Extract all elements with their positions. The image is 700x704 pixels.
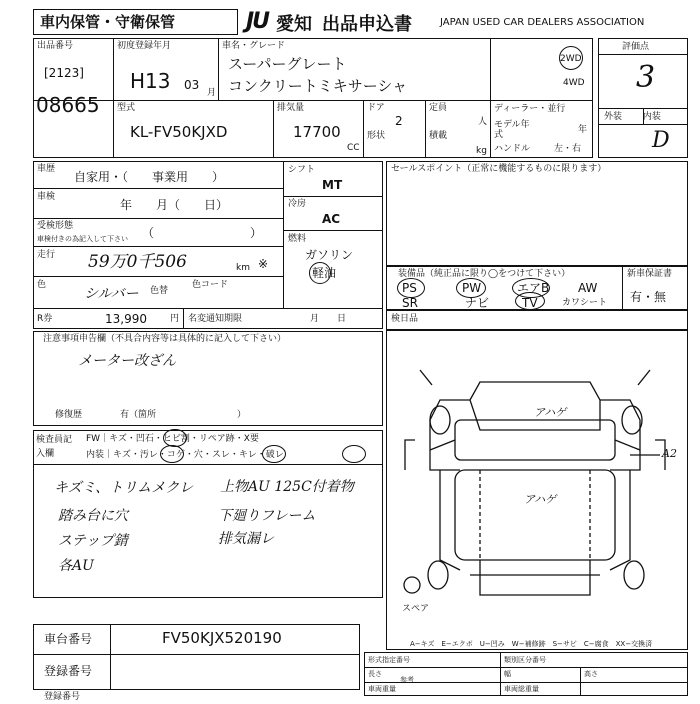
load-unit: kg [476,146,487,156]
chassis-value: FV50KJX520190 [162,629,282,647]
inspector-note-7: 各AU [58,558,94,574]
fuel-value-diesel: 軽油 [312,266,337,280]
vehicle-weight-label: 車両重量 [368,685,396,693]
diagram-label-top: アハゲ [534,406,567,419]
vehicle-name-line2: コンクリートミキサーシャ [228,77,408,95]
registration-label: 登録番号 [44,664,93,678]
reference-label: 参考 [400,676,414,684]
displacement-label: 排気量 [277,103,305,113]
equip-sr: SR [402,296,418,310]
notes-value: メーター改ざん [78,353,176,369]
grade-label: 評価点 [622,42,650,52]
equip-leather: カワシート [562,298,608,308]
category-label: 類別区分番号 [504,656,546,664]
equip-pw: PW [462,281,482,295]
color-change-label: 色替 [150,286,169,296]
height-label: 高さ [584,670,598,678]
notes-label: 注意事項申告欄（不具合内容等は具体的に記入して下さい） [43,334,287,344]
capacity-label: 定員 [429,103,448,113]
model-value: KL-FV50KJXD [130,123,228,141]
inspection-items-label: 検日品 [391,314,419,324]
doors-label: ドア [367,103,385,113]
bottom-registration-label: 登録番号 [44,692,81,702]
year-unit: 年 [578,125,588,135]
new-warranty-label: 新車保証書 [627,269,673,279]
first-reg-label: 初度登録年月 [117,41,172,51]
equip-ps: PS [402,281,417,295]
shift-value: MT [322,178,343,192]
lot-number: 08665 [36,93,100,117]
inspection-label: 車検 [37,192,56,202]
color-label: 色 [37,280,47,290]
association-name: JAPAN USED CAR DEALERS ASSOCIATION [440,17,645,28]
drive-4wd: 4WD [563,78,585,88]
handle-value: 左・右 [554,144,582,154]
doors-value: 2 [395,114,403,128]
equip-airbag: エアB [517,281,550,295]
drive-2wd: 2WD [560,54,582,64]
diagram-label-bottom: アハゲ [524,493,557,506]
receipt-value: （ ） [142,226,263,240]
inspector-note-1: キズミ、トリムメクレ [54,480,194,496]
equipment-label: 装備品（純正品に限り◯をつけて下さい） [398,269,571,279]
chassis-label: 車台番号 [44,632,93,646]
grade-value: 3 [636,60,656,95]
vehicle-name-line1: スーパーグレート [228,55,347,73]
diagram-label-side: A2 [662,447,677,460]
int-ext-label: 外装 内装 [604,112,661,122]
inspector-note-2: 上物AU 125C付着物 [220,479,354,495]
r-unit: 円 [170,314,180,324]
inspector-note-3: 踏み台に穴 [58,508,128,524]
history-label: 車歴 [37,164,56,174]
mileage-unit: km [236,263,250,273]
receipt-label: 受検形態 [37,221,74,231]
width-label: 幅 [504,670,511,678]
inspector-note-6: 排気漏レ [218,531,274,547]
r-label: R券 [37,314,53,324]
repair-label: 修復歴 [55,410,83,420]
inspector-fw-row: FW｜キズ・凹石・ヒビ割・リペア跡・X要 [86,434,259,444]
new-warranty-value: 有・無 [630,290,667,304]
equip-aw: AW [578,281,598,295]
spare-label: スペア [402,604,430,614]
fuel-value-gas: ガソリン [305,248,354,262]
length-label: 長さ [368,670,382,678]
displacement-unit: CC [347,143,360,153]
ju-logo: JU [246,9,269,34]
form-title: 出品申込書 [322,14,412,35]
first-reg-month-unit: 月 [207,88,217,98]
receipt-note: 車検付きの為記入して下さい [37,235,128,243]
mileage-value: 59万0千506 [88,252,187,272]
inspection-value: 年 月（ 日） [120,198,229,212]
first-reg-month: 03 [184,78,200,92]
color-value: シルバー [84,286,139,302]
vehicle-name-label: 車名・グレード [222,41,286,51]
mileage-label: 走行 [37,250,56,260]
lot-code: [2123] [44,66,84,80]
sales-point-label: セールスポイント（正常に機能するものに限ります） [391,164,607,174]
damage-legend: A−キズ E−エクボ U−凹み W−補修跡 S−サビ C−腐食 XX−交換済 [410,640,653,648]
total-weight-label: 車両総重量 [504,685,539,693]
r-value: 13,990 [105,312,147,326]
equip-tv: TV [522,296,538,310]
ac-value: AC [322,212,341,226]
equip-navi: ナビ [465,296,490,310]
shift-label: シフト [288,165,316,175]
dealer-label: ディーラー・並行 [494,104,566,114]
type-designation-label: 形式指定番号 [368,656,410,664]
model-year-label: モデル年式 [494,120,530,140]
inspector-note-5: ステップ錆 [58,533,128,549]
color-code-label: 色コード [192,280,229,290]
recycle-label: 名変通知期限 [188,314,243,324]
model-label: 型式 [117,103,136,113]
capacity-unit: 人 [478,117,488,127]
first-reg-era-year: H13 [130,69,171,93]
shape-label: 形状 [367,131,386,141]
repair-value: 有（箇所 ） [120,410,247,420]
org-name: 愛知 [276,14,312,35]
lot-label: 出品番号 [37,41,74,51]
inspector-label: 検査員記入欄 [36,435,73,459]
inspector-note-4: 下廻りフレーム [218,508,316,524]
recycle-value: 月 日 [310,314,347,324]
fuel-label: 燃料 [288,234,307,244]
displacement-value: 17700 [293,123,341,141]
history-value: 自家用・（ 事業用 ） [74,170,225,184]
load-label: 積載 [429,131,448,141]
inspector-int-row: 内装｜キズ・汚レ・コゲ・穴・スレ・キレ・破レ [86,450,284,460]
ac-label: 冷房 [288,199,307,209]
int-ext-value: D [652,128,670,153]
handle-label: ハンドル [494,144,531,154]
mileage-mark: ※ [258,257,269,271]
storage-label: 車内保管・守衛保管 [40,13,176,31]
